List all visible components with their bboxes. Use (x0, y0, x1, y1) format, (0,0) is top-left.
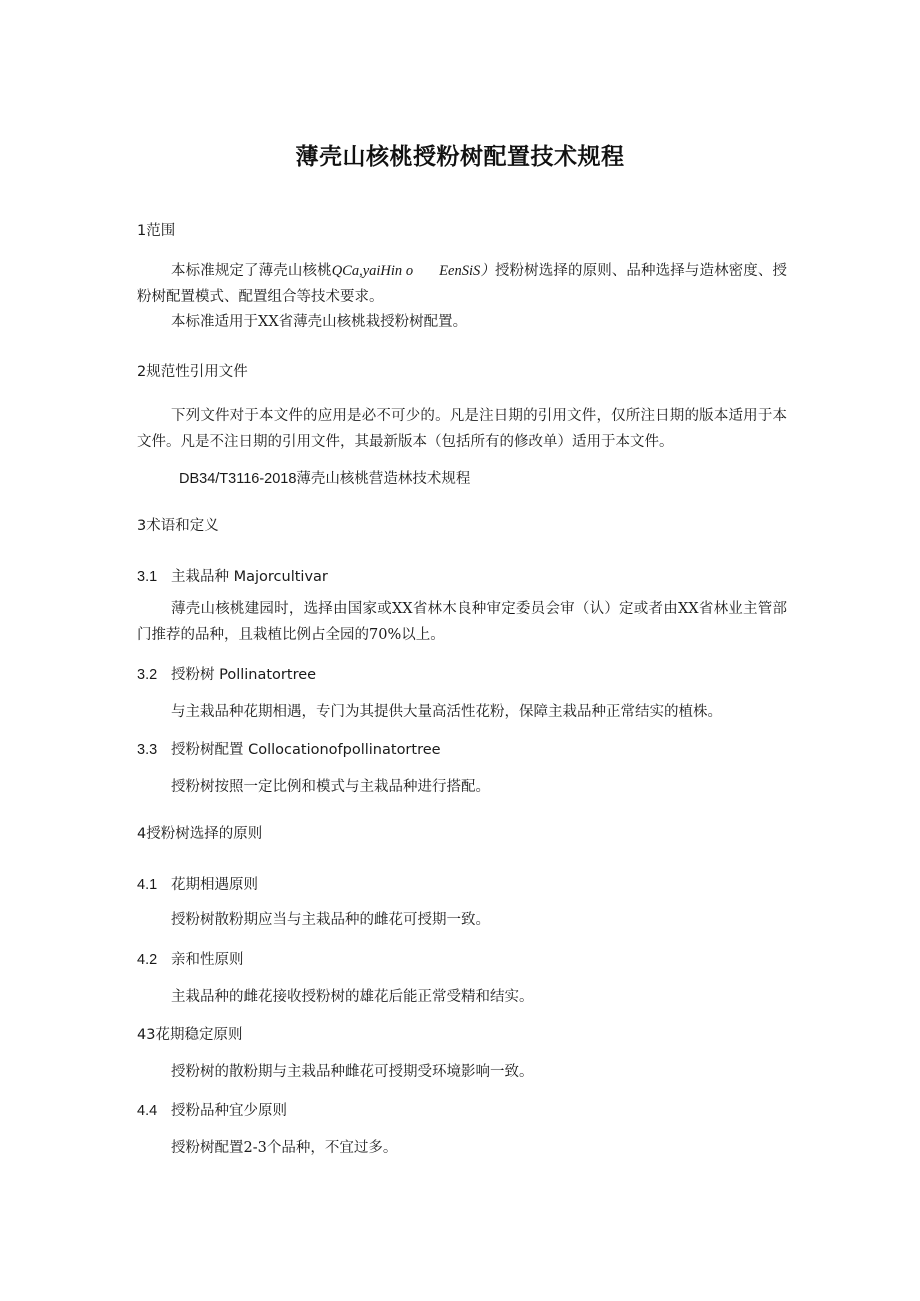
principle-heading-few-varieties (137, 1099, 287, 1120)
scientific-name-part-a: QCa,yaiHin ο (331, 263, 414, 279)
principle-text-flowering: 授粉树散粉期应当与主栽品种的雌花可授期一致。 (171, 912, 490, 928)
term-label: 主栽品种 Majorcultivar (171, 569, 328, 585)
principle-number: 4.4 (137, 1103, 158, 1119)
term-text-pollinator: 与主栽品种花期相遇，专门为其提供大量高活性花粉，保障主栽品种正常结实的植株。 (171, 704, 722, 720)
term-heading-pollinator (137, 663, 316, 684)
principle-text-stability: 授粉树的散粉期与主栽品种雌花可授期受环境影响一致。 (171, 1064, 534, 1080)
principle-label: 花期相遇原则 (171, 877, 258, 893)
scope-paragraph (137, 258, 787, 310)
reference-item: DB34/T3116-2018薄壳山核桃营造林技术规程 (179, 471, 471, 487)
term-number: 3.3 (137, 742, 158, 758)
principle-text-compatibility: 主栽品种的雌花接收授粉树的雄花后能正常受精和结实。 (171, 989, 534, 1005)
term-heading-collocation (137, 738, 441, 759)
principle-heading-flowering (137, 873, 258, 894)
principle-label: 授粉品种宜少原则 (171, 1103, 287, 1119)
scope-applicability: 本标准适用于XX省薄壳山核桃栽授粉树配置。 (171, 314, 468, 330)
term-number: 3.2 (137, 667, 158, 683)
principle-number: 4.1 (137, 877, 158, 893)
principle-heading-stability: 43花期稳定原则 (137, 1027, 243, 1043)
section-heading-terms: 3术语和定义 (137, 518, 219, 534)
scope-text-post: 授粉树选择的原则、品种选择与造林密度、授粉树配置模式、配置组合等技术要求。 (137, 263, 788, 305)
principle-label: 亲和性原则 (171, 952, 244, 968)
scope-text-pre: 本标准规定了薄壳山核桃 (171, 263, 332, 279)
term-label: 授粉树 Pollinatortree (171, 667, 317, 683)
scientific-name-part-b: EenSiS） (439, 263, 495, 279)
term-heading-major-cultivar (137, 565, 328, 586)
principle-heading-compatibility (137, 948, 244, 969)
term-number: 3.1 (137, 569, 158, 585)
section-heading-principles: 4授粉树选择的原则 (137, 826, 263, 842)
section-heading-scope: 1范围 (137, 223, 176, 239)
term-label: 授粉树配置 Collocationofpollinatortree (171, 742, 441, 758)
section-heading-references: 2规范性引用文件 (137, 364, 248, 380)
term-text-major-cultivar: 薄壳山核桃建园时，选择由国家或XX省林木良种审定委员会审（认）定或者由XX省林业主管部门推荐的品种，且栽植比例占全园的70%以上。 (137, 601, 787, 643)
document-title: 薄壳山核桃授粉树配置技术规程 (295, 144, 625, 170)
references-paragraph: 下列文件对于本文件的应用是必不可少的。凡是注日期的引用文件，仅所注日期的版本适用于本文件。凡是不注日期的引用文件，其最新版本（包括所有的修改单）适用于本文件。 (137, 408, 787, 450)
principle-number: 4.2 (137, 952, 158, 968)
principle-text-few-varieties: 授粉树配置2-3个品种，不宜过多。 (171, 1140, 398, 1156)
term-text-collocation: 授粉树按照一定比例和模式与主栽品种进行搭配。 (171, 779, 490, 795)
